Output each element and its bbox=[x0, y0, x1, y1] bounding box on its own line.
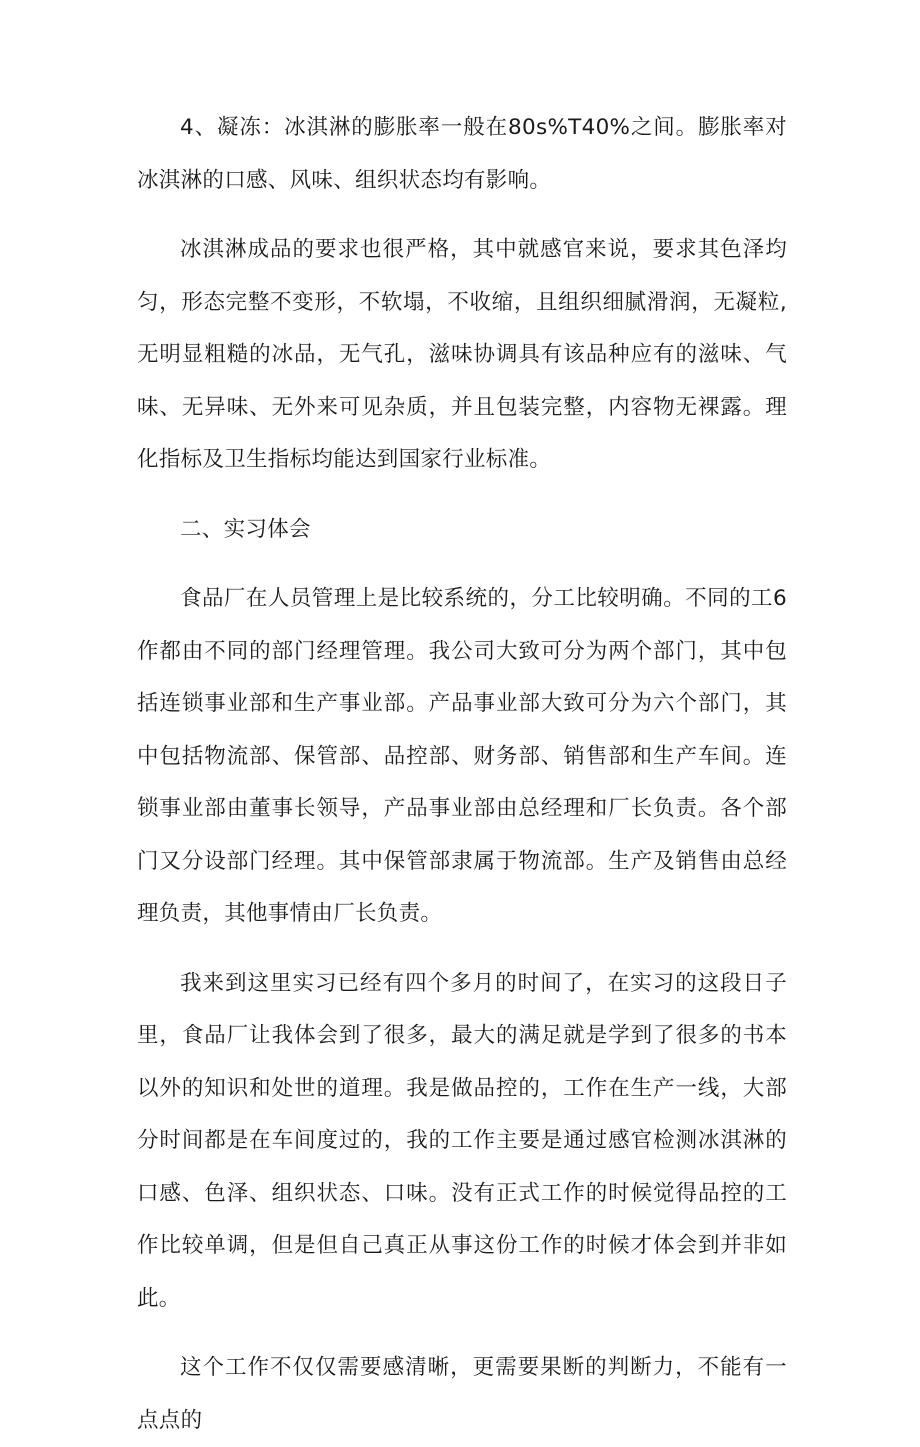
paragraph-staff-management: 食品厂在人员管理上是比较系统的，分工比较明确。不同的工6作都由不同的部门经理管理。我公司大致可分为两个部门，其中包括连锁事业部和生产事业部。产品事业部大致可分为六个部门，其中包括物流部、保管部、品控部、财务部、销售部和生产车间。连锁事业部由董事长领导，产品事业部由总经理和厂长负责。各个部门又分设部门经理。其中保管部隶属于物流部。生产及销售由总经理负责，其他事情由厂长负责。 bbox=[137, 586, 787, 926]
paragraph-freezing: 4、凝冻：冰淇淋的膨胀率一般在80s%T40%之间。膨胀率对冰淇淋的口感、风味、组织状态均有影响。 bbox=[137, 115, 787, 193]
section-heading-internship-experience: 二、实习体会 bbox=[180, 516, 311, 542]
paragraph-internship-reflection: 我来到这里实习已经有四个多月的时间了，在实习的这段日子里，食品厂让我体会到了很多，最大的满足就是学到了很多的书本以外的知识和处世的道理。我是做品控的，工作在生产一线，大部分时间都是在车间度过的，我的工作主要是通过感官检测冰淇淋的口感、色泽、组织状态、口味。没有正式工作的时候觉得品控的工作比较单调，但是但自己真正从事这份工作的时候才体会到并非如此。 bbox=[137, 970, 787, 1311]
document-body bbox=[137, 102, 787, 1447]
paragraph-product-requirements: 冰淇淋成品的要求也很严格，其中就感官来说，要求其色泽均匀，形态完整不变形，不软塌，不收缩，且组织细腻滑润，无凝粒,无明显粗糙的冰品，无气孔，滋味协调具有该品种应有的滋味、气味、无异味、无外来可见杂质，并且包装完整，内容物无裸露。理化指标及卫生指标均能达到国家行业标准。 bbox=[137, 237, 787, 472]
paragraph-job-requirements: 这个工作不仅仅需要感清晰，更需要果断的判断力，不能有一点点的 bbox=[137, 1355, 787, 1433]
